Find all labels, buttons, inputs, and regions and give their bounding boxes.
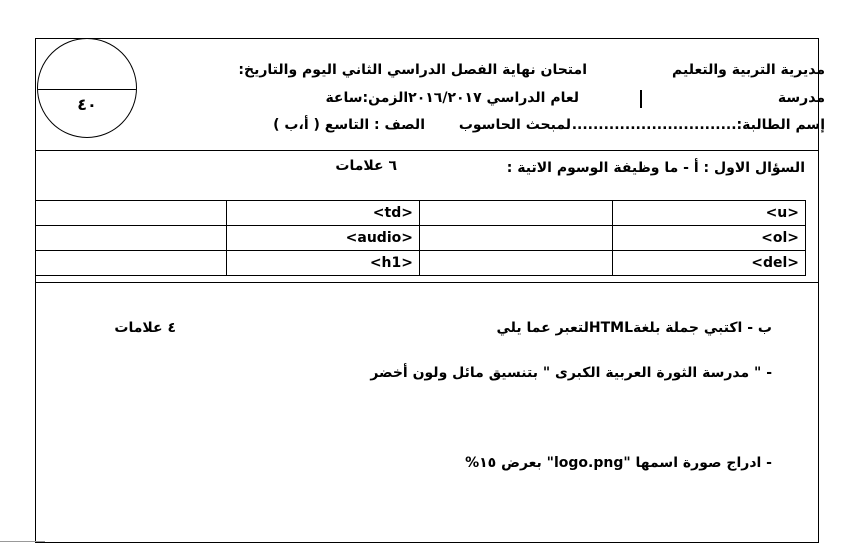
answer-cell bbox=[419, 201, 612, 226]
total-score: ٤٠ bbox=[77, 95, 97, 114]
tag-cell: <del> bbox=[612, 251, 805, 276]
tag-cell: <ol> bbox=[612, 226, 805, 251]
table-row bbox=[36, 201, 806, 226]
tags-table bbox=[35, 200, 806, 276]
page-edge-line bbox=[0, 541, 45, 542]
year-time-label: لعام الدراسي ٢٠١٦/٢٠١٧الزمن:ساعة bbox=[325, 90, 579, 106]
q1-marks: ٦ علامات bbox=[335, 158, 397, 174]
directorate-label: مديرية التربية والتعليم bbox=[672, 62, 825, 78]
class-label: الصف : التاسع ( أ،ب ) bbox=[273, 117, 425, 133]
tag-cell: <h1> bbox=[226, 251, 419, 276]
answer-cell bbox=[36, 226, 227, 251]
q1-divider bbox=[35, 282, 819, 283]
table-row bbox=[36, 251, 806, 276]
q2-item-2: - ادراج صورة اسمها "logo.png" بعرض ١٥% bbox=[465, 455, 772, 471]
q2-item-1: - " مدرسة الثورة العربية الكبرى " بتنسيق مائل ولون أخضر bbox=[370, 365, 772, 381]
tag-cell: <td> bbox=[226, 201, 419, 226]
tag-cell: <u> bbox=[612, 201, 805, 226]
q2-title: ب - اكتبي جملة بلغةHTMLلتعبر عما يلي bbox=[496, 320, 772, 336]
score-divider bbox=[38, 89, 136, 90]
q1-title: السؤال الاول : أ - ما وظيفة الوسوم الاتية : bbox=[506, 160, 805, 176]
school-label: مدرسة bbox=[777, 90, 825, 106]
answer-cell bbox=[419, 251, 612, 276]
answer-cell bbox=[419, 226, 612, 251]
header-divider bbox=[35, 150, 819, 151]
student-name-field: إسم الطالبة:............................... bbox=[571, 117, 825, 133]
answer-cell bbox=[36, 251, 227, 276]
tag-cell: <audio> bbox=[226, 226, 419, 251]
score-circle bbox=[37, 38, 137, 138]
exam-title: امتحان نهاية الفصل الدراسي الثاني اليوم والتاريخ: bbox=[238, 62, 587, 78]
q2-marks: ٤ علامات bbox=[114, 320, 176, 336]
subject-label: لمبحث الحاسوب bbox=[458, 117, 571, 133]
text-cursor bbox=[640, 90, 642, 108]
table-row bbox=[36, 226, 806, 251]
answer-cell bbox=[36, 201, 227, 226]
